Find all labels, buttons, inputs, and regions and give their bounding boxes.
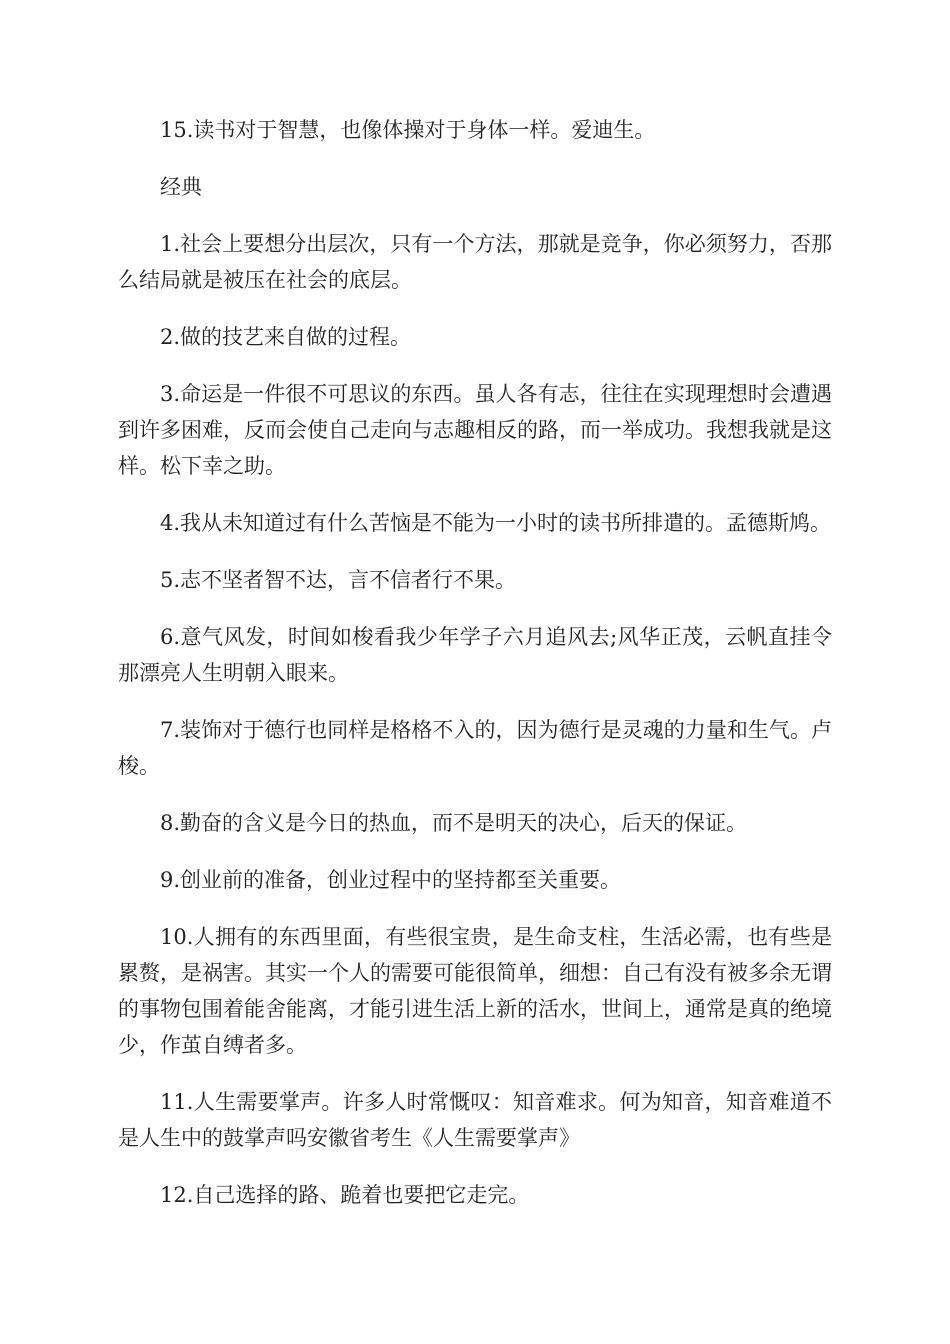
- quote-2: 2.做的技艺来自做的过程。: [160, 325, 412, 349]
- quote-1: 1.社会上要想分出层次，只有一个方法，那就是竞争，你必须努力，否那么结局就是被压在社会的底层。: [118, 232, 832, 292]
- quote-12: 12.自己选择的路、跪着也要把它走完。: [160, 1183, 530, 1207]
- quote-9: 9.创业前的准备，创业过程中的坚持都至关重要。: [160, 868, 622, 892]
- section-heading-classic: 经典: [160, 175, 202, 199]
- quote-10: 10.人拥有的东西里面，有些很宝贵，是生命支柱，生活必需，也有些是累赘，是祸害。其实一个人的需要可能很简单，细想：自己有没有被多余无谓的事物包围着能舍能离，才能引进生活上新的活水，世间上，通常是真的绝境少，作茧自缚者多。: [118, 925, 832, 1057]
- quote-15: 15.读书对于智慧，也像体操对于身体一样。爱迪生。: [160, 118, 656, 142]
- quote-6: 6.意气风发，时间如梭看我少年学子六月追风去;风华正茂，云帆直挂令那漂亮人生明朝入眼来。: [118, 625, 832, 685]
- quote-8: 8.勤奋的含义是今日的热血，而不是明天的决心，后天的保证。: [160, 811, 748, 835]
- quote-3: 3.命运是一件很不可思议的东西。虽人各有志，往往在实现理想时会遭遇到许多困难，反而会使自己走向与志趣相反的路，而一举成功。我想我就是这样。松下幸之助。: [118, 382, 832, 478]
- quote-4: 4.我从未知道过有什么苦恼是不能为一小时的读书所排遣的。孟德斯鸠。: [160, 511, 832, 535]
- quote-11: 11.人生需要掌声。许多人时常慨叹：知音难求。何为知音，知音难道不是人生中的鼓掌声吗安徽省考生《人生需要掌声》: [118, 1090, 832, 1150]
- document-page: [118, 112, 832, 1234]
- quote-7: 7.装饰对于德行也同样是格格不入的，因为德行是灵魂的力量和生气。卢梭。: [118, 718, 832, 778]
- quote-5: 5.志不坚者智不达，言不信者行不果。: [160, 568, 517, 592]
